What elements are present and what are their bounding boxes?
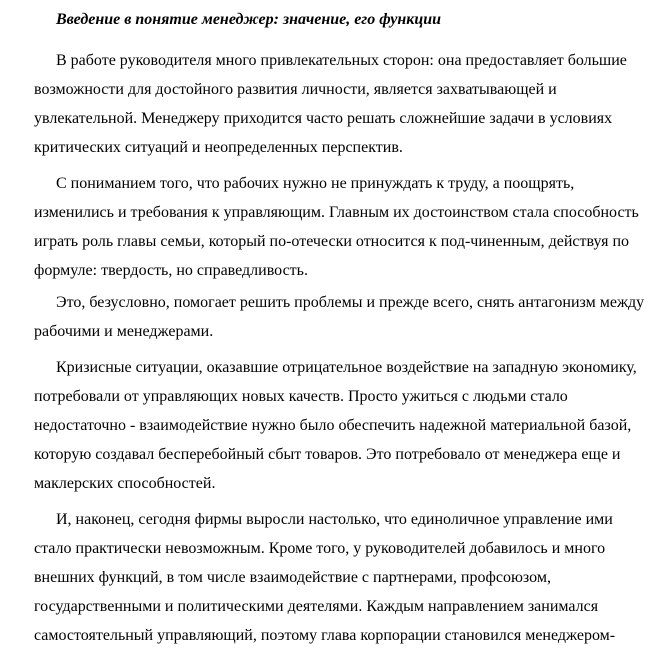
text-line: самостоятельный управляющий, поэтому глава корпорации становился менеджером- bbox=[34, 627, 616, 644]
text-line: формуле: твердость, но справедливость. bbox=[34, 262, 308, 279]
text-line: С пониманием того, что рабочих нужно не принуждать к труду, а поощрять, bbox=[56, 175, 575, 192]
text-line: В работе руководителя много привлекательных сторон: она предоставляет большие bbox=[56, 52, 627, 69]
text-line: Кризисные ситуации, оказавшие отрицательное воздействие на западную экономику, bbox=[56, 359, 637, 376]
text-line: недостаточно - взаимодействие нужно было обеспечить надежной материальной базой, bbox=[34, 417, 632, 434]
text-line: Это, безусловно, помогает решить проблемы и прежде всего, снять антагонизм между bbox=[56, 294, 645, 311]
paragraph-5 bbox=[34, 505, 660, 650]
text-line: увлекательной. Менеджеру приходится часто решать сложнейшие задачи в условиях bbox=[34, 110, 613, 127]
text-line: потребовали от управляющих новых качеств. Просто ужиться с людьми стало bbox=[34, 388, 568, 405]
text-line: возможности для достойного развития личности, является захватывающей и bbox=[34, 81, 557, 98]
text-line: маклерских способностей. bbox=[34, 475, 216, 492]
document-title: Введение в понятие менеджер: значение, его функции bbox=[56, 11, 442, 28]
text-line: критических ситуаций и неопределенных перспектив. bbox=[34, 139, 403, 156]
paragraph-4 bbox=[34, 353, 660, 498]
paragraph-1 bbox=[34, 46, 660, 162]
text-line: стало практически невозможным. Кроме того, у руководителей добавилось и много bbox=[34, 540, 606, 557]
text-line: рабочими и менеджерами. bbox=[34, 323, 214, 340]
paragraph-2 bbox=[34, 169, 660, 285]
text-line: внешних функций, в том числе взаимодействие с партнерами, профсоюзом, bbox=[34, 569, 551, 586]
text-line: играть роль главы семьи, который по-отечески относится к под-чиненным, действуя по bbox=[34, 233, 629, 250]
text-line: которую создавал бесперебойный сбыт товаров. Это потребовало от менеджера еще и bbox=[34, 446, 621, 463]
paragraph-3 bbox=[34, 288, 660, 346]
text-line: государственными и политическими деятелями. Каждым направлением занимался bbox=[34, 598, 599, 615]
text-line: И, наконец, сегодня фирмы выросли настолько, что единоличное управление ими bbox=[56, 511, 613, 528]
text-line: изменились и требования к управляющим. Главным их достоинством стала способность bbox=[34, 204, 639, 221]
